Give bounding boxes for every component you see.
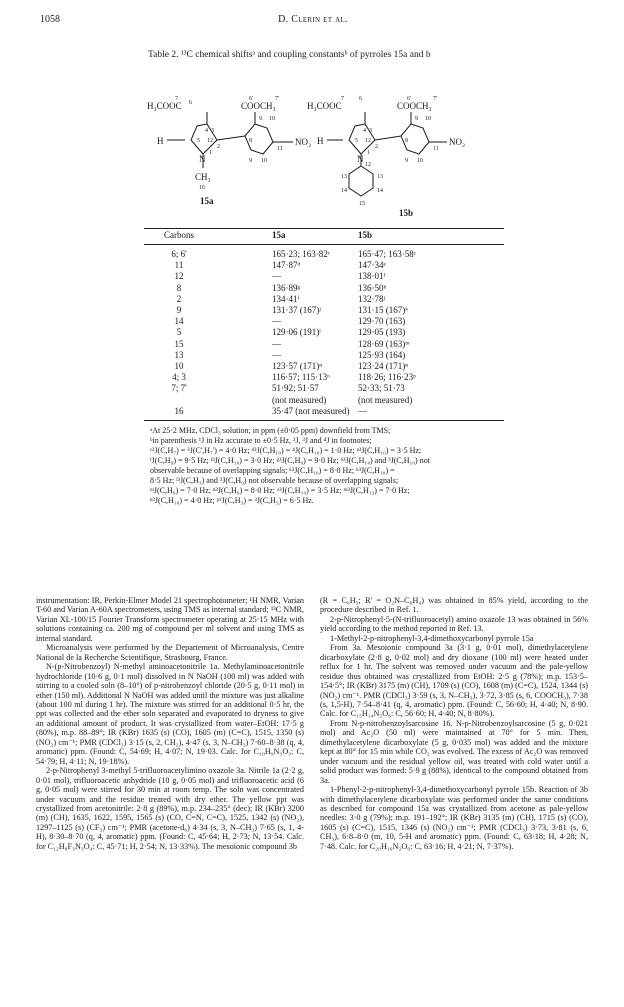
table-row bbox=[144, 383, 504, 394]
structure-15b-num-9b: 9 bbox=[405, 158, 408, 164]
structure-15a-num-2: 2 bbox=[217, 144, 220, 150]
table-row bbox=[144, 305, 504, 316]
structure-15a-ester-right: COOCH₃ bbox=[241, 101, 276, 111]
table-cell: 147·87ᵈ bbox=[272, 260, 301, 271]
table-cell: 136·89ᵍ bbox=[272, 282, 301, 293]
table-footnote: observable because of overlapping signals; ᵏ³J(C,H₁₀) = 8·0 Hz; ᵏ³J(C,H₁₀) = bbox=[150, 466, 395, 475]
table-row bbox=[144, 327, 504, 338]
column-header-carbons: Carbons bbox=[164, 230, 194, 240]
table-row bbox=[144, 361, 504, 372]
table-cell: 165·47; 163·58ᶜ bbox=[358, 249, 417, 259]
structure-15b-num-7: 7 bbox=[341, 96, 344, 102]
table-header-rule bbox=[144, 244, 504, 245]
running-head-authors: D. Clerin et al. bbox=[278, 14, 348, 25]
table-cell: 123·24 (171)ⁿ bbox=[358, 361, 409, 371]
structure-15b-num-13b: 13 bbox=[377, 174, 383, 180]
structure-15b-num-10b: 10 bbox=[417, 158, 423, 164]
table-cell: 131·37 (167)ʲ bbox=[272, 305, 321, 315]
body-paragraph: From N-p-nitrobenzoylsarcosine 16. N-p-Nitrobenzoylsarcosine (5 g, 0·021 mol) and Ac₂O (50 ml) were maintained at 70° for 5 min. Then, dimethylacetylene dicarboxylate (5 g, 0·035 mol) was added and the mixture kept at 80° for 15 min while CO₂ was evolved. The excess of Ac₂O was removed under vacuum and the residual yellow oil, was treated with cold water until a solid product was formed: 5·9 g (88%), identical to the compound obtained from 3a. bbox=[320, 718, 588, 785]
body-paragraph: 1-Phenyl-2-p-nitrophenyl-3,4-dimethoxycarbonyl pyrrole 15b. Reaction of 3b with dimethylacetylene dicarboxylate was performed under the same conditions as described for compound 15a was crystallized from acetone as pale-yellow needles: 3·0 g (79%); m.p. 191–192°; IR (KBr) 3135 (m) (CH), 1715 (s) (CO), 1605 (s) (C=C), 1515, 1346 (s) (NO₂) cm⁻¹; PMR (CDCl₃) 3·73, 3·81 (s, 6, CH₃), 6·8–8·0 (m, 10, 5-H and aromatic) ppm. (Found: C, 63·18; H, 4·28; N, 7·48. Calc. for C₂₀H₁₆N₂O₆: C, 63·16; H, 4·21; N, 7·37%). bbox=[320, 785, 588, 851]
table-cell: 6; 6' bbox=[171, 249, 187, 259]
table-row bbox=[144, 316, 504, 327]
table-cell: 15 bbox=[174, 338, 184, 349]
table-cell: 131·15 (167)ᵏ bbox=[358, 305, 409, 315]
structure-15a-num-7p: 7' bbox=[275, 96, 280, 102]
structure-15a-num-6p: 6' bbox=[249, 96, 254, 102]
body-paragraph: From 3a. Mesoionic compound 3a (3·1 g, 0·01 mol), dimethylacetylene dicarboxylate (2·8 g, 0·02 mol) and dry dioxane (100 ml) were heated under reflux for 1 hr. The solvent was removed under vacuum and the pale-yellow residue thus obtained was crystallized from EtOH: 2·5 g (78%); m.p. 153·5–154·5°; IR (KBr) 3175 (m) (CH), 1709 (s) (CO), 1608 (m) (C=C), 1524, 1344 (s) (NO₂) cm⁻¹. PMR (CDCl₃) 3·59 (s, 3, N–CH₃), 3·72, 3·85 (s, 6, COOCH₃), 7·38 (s, 1,5-H), 7·54–8·41 (q, 4, aromatic) ppm. (Found: C, 56·60; H, 4·40; N, 8·90. Calc. for C₁₅H₁₄N₂O₆: C, 56·60; H, 4·40; N, 8·80%). bbox=[320, 643, 588, 719]
table-row bbox=[144, 406, 504, 417]
table-cell: (not measured) bbox=[272, 394, 327, 405]
structure-15a-methyl: CH₃ bbox=[195, 172, 211, 182]
table-cell: — bbox=[358, 405, 367, 416]
structure-15a-num-12: 12 bbox=[207, 138, 213, 144]
structure-15a-nh: N bbox=[199, 154, 206, 164]
table-cell: 11 bbox=[174, 260, 184, 271]
table-cell: 14 bbox=[174, 316, 184, 327]
table-cell: (not measured) bbox=[358, 394, 413, 405]
table-cell: 123·57 (171)ⁿ bbox=[272, 361, 323, 371]
structure-15b-num-15: 15 bbox=[359, 201, 365, 207]
table-cell: — bbox=[272, 349, 281, 360]
structure-15b-num-12b: 12 bbox=[365, 162, 371, 168]
structure-15a-label: 15a bbox=[200, 196, 214, 206]
table-cell: 12 bbox=[174, 271, 184, 282]
table-cell: 129·05 (193) bbox=[358, 327, 406, 338]
structure-15b-num-12: 12 bbox=[365, 138, 371, 144]
body-paragraph: N-(p-Nitrobenzoyl) N-methyl aminoacetonitrile 1a. Methylaminoacetonitrile hydrochloride (10·6 g, 0·1 mol) dissolved in N NaOH (100 ml) was added with stirring to a cooled soln (8–10°) of p-nitrobenzoyl chloride (20·5 g, 0·11 mol) in ether (150 ml). Additional N NaOH was added until the mixture was just alkaline (about 100 ml during 1 hr). The mixture was stirred for an additional 0·5 hr, the ppt was collected and the ether soln separated and evaporated to dryness to give an additional amount of product. It was crystallized from water–EtOH: 17·5 g (80%), m.p. 88–89°; IR (KBr) 1635 (s) (CO), 1605 (m) (C=C), 1515, 1350 (s) (NO₂) cm⁻¹; PMR (CDCl₃) 3·15 (s, 2, CH₂), 4·47 (s, 3, N–CH₃) 7·60–8·38 (q, 4, aromatic) ppm. (Found: C, 54·69; H, 4·07; N, 19·03. Calc. for C₁₀H₉N₃O₃: C, 54·79; H, 4·11; N, 19·18%). bbox=[36, 662, 304, 766]
structure-15a-nitro: NO₂ bbox=[295, 137, 312, 147]
body-paragraph: 1-Methyl-2-p-nitrophenyl-3,4-dimethoxycarbonyl pyrrole 15a bbox=[330, 633, 534, 643]
table-row bbox=[144, 339, 504, 350]
structure-15a-num-10b: 10 bbox=[261, 158, 267, 164]
table-cell: 129·06 (191)ˡ bbox=[272, 327, 321, 338]
table-cell: 7; 7' bbox=[171, 383, 187, 394]
table-cell: 118·26; 116·23ᵖ bbox=[358, 372, 416, 383]
structure-15b-num-14b: 14 bbox=[377, 188, 383, 194]
table-row bbox=[144, 249, 504, 260]
table-row bbox=[144, 283, 504, 294]
body-paragraph: 2-p-Nitrophenyl-5-(N-trifluoroacetyl) amino oxazole 13 was obtained in 56% yield according to the method reported in Ref. 13. bbox=[320, 614, 588, 634]
structure-15a-num-8: 8 bbox=[249, 138, 252, 144]
body-paragraph: 2-p-Nitrophenyl 3-methyl 5-trifluoroacetylimino oxazole 3a. Nitrile 1a (2·2 g, 0·01 mol), trifluoroacetic anhydride (10 g, 0·05 mol) and trifluoroacetic acid (6 g, 0·05 mol) were stirred for 30 min at room temp. The soln was concentrated under vacuum and the residue treated with dry ether. The yellow ppt was crystallized from acetonitrile: 2·8 g (89%), m.p. 234–235° (dec); IR (KBr) 3200 (m) (CH), 1635, 1622, 1595, 1565 (s) (CO, C=N, C=C), 1525, 1342 (s) (NO₂), 1297–1125 (s) (CF₃) cm⁻¹; PMR (acetone-d₆) 4·34 (s, 3, N–CH₃) 7·65 (s, 1, 4-H), 8·30–8·70 (q, 4, aromatic) ppm. (Found: C, 45·64; H, 2·73; N, 13·54. Calc. for C₁₂H₈F₃N₃O₄: C, 45·71; H, 2·54; N, 13·33%). The mesoionic compound 3b bbox=[36, 766, 304, 851]
table-row bbox=[144, 294, 504, 305]
structure-15b-ester-left: H₃COOC bbox=[307, 101, 342, 111]
structure-15a-num-1: 1 bbox=[209, 150, 212, 156]
body-column-right bbox=[320, 596, 588, 851]
table-top-rule bbox=[144, 228, 504, 229]
structure-15b-num-3: 3 bbox=[369, 128, 372, 134]
table-row bbox=[144, 395, 504, 406]
structure-15b-num-8: 8 bbox=[405, 138, 408, 144]
structure-15b-num-7p: 7' bbox=[433, 96, 438, 102]
structure-15a-h: H bbox=[157, 136, 164, 146]
structure-15a-ester-left: H₃COOC bbox=[147, 101, 182, 111]
table-cell: 13 bbox=[174, 349, 184, 360]
table-cell: — bbox=[272, 338, 281, 349]
table-footnote: ᵐJ(C,H₉) = 7·0 Hz; ⁿ³J(C,H₉) = 8·0 Hz; ᵒ³J(C,H₁₀) = 3·5 Hz; ᵐ³J(C,H₁₃) = 7·0 Hz; bbox=[150, 486, 410, 495]
table-cell: 136·50ʰ bbox=[358, 282, 387, 293]
structure-15b-num-14: 14 bbox=[341, 188, 347, 194]
table-cell: 51·92; 51·57 bbox=[272, 383, 319, 394]
structure-15a-num-16: 16 bbox=[199, 185, 205, 191]
table-cell: 132·78ʲ bbox=[358, 293, 385, 304]
structure-15b-label: 15b bbox=[399, 208, 414, 218]
table-row bbox=[144, 260, 504, 271]
table-cell: 116·57; 115·13ᵒ bbox=[272, 372, 330, 383]
table-footnote: ᵇin parenthesis ¹J in Hz accurate to ±0·5 Hz, ²J, ³J and ⁴J in footnotes; bbox=[150, 436, 372, 445]
body-column-left bbox=[36, 596, 304, 851]
table-caption: Table 2. ¹³C chemical shiftsᵃ and coupling constantsᵇ of pyrroles 15a and b bbox=[148, 50, 431, 60]
table-cell: 134·41ⁱ bbox=[272, 293, 300, 304]
table-cell: 52·33; 51·73 bbox=[358, 383, 405, 394]
structure-15b-nitro: NO₂ bbox=[449, 137, 466, 147]
structure-15b-num-6: 6 bbox=[359, 96, 362, 102]
structure-15b-num-4: 4 bbox=[363, 128, 366, 134]
table-cell: 9 bbox=[176, 305, 182, 315]
page-number: 1058 bbox=[40, 14, 60, 25]
structure-15b-nh: N bbox=[357, 154, 364, 164]
structure-15b bbox=[327, 112, 447, 196]
table-cell: — bbox=[272, 316, 281, 327]
table-footnote: ᶜ³J(C,H₇) = ³J(C',H₇') = 4·0 Hz; ᵈ³J(C,H₁₀) = ⁴J(C,H₁₀) = 1·0 Hz; ᵉ³J(C,H₁₀) = 3·5 Hz; bbox=[150, 446, 422, 455]
chemical-structures-figure bbox=[145, 92, 485, 220]
structure-15a-num-10: 10 bbox=[269, 116, 275, 122]
table-footnote: ⁿ³J(C,H₁₀) = 4·0 Hz; ᵖ²J(C,H₃) = ³J(C,H₅) = 6·5 Hz. bbox=[150, 496, 314, 505]
table-header-row bbox=[144, 230, 504, 242]
table-footnote: ᶠJ(C,H₉) = 9·5 Hz; ᶠ³J(C,H₁₀) = 3·0 Hz; ᵍ³J(C,H₉) = 9·0 Hz; ʰ³J(C,H₁₄) and ³J(C,H₁₀) not bbox=[150, 456, 430, 465]
table-row bbox=[144, 350, 504, 361]
table-row bbox=[144, 271, 504, 282]
table-bottom-rule bbox=[144, 420, 504, 421]
structure-15a-num-7: 7 bbox=[175, 96, 178, 102]
structure-15b-num-13: 13 bbox=[341, 174, 347, 180]
structure-15b-num-9: 9 bbox=[415, 116, 418, 122]
table-cell: 128·69 (163)ᵐ bbox=[358, 338, 410, 349]
table-cell: 5 bbox=[176, 327, 182, 338]
structure-15a-num-6: 6 bbox=[189, 100, 192, 106]
structure-15b-num-2: 2 bbox=[375, 144, 378, 150]
column-header-15a: 15a bbox=[272, 230, 286, 240]
structure-15b-num-6p: 6' bbox=[407, 96, 412, 102]
table-cell: 125·93 (164) bbox=[358, 349, 406, 360]
table-cell: — bbox=[272, 271, 281, 282]
table-cell: 147·34ᵉ bbox=[358, 260, 386, 271]
structure-15a-num-9: 9 bbox=[259, 116, 262, 122]
table-cell: 10 bbox=[174, 361, 184, 371]
structure-15b-h: H bbox=[317, 136, 324, 146]
table-cell: 16 bbox=[174, 405, 184, 416]
body-paragraph: instrumentation: IR, Perkin-Elmer Model 21 spectrophotometer; ¹H NMR, Varian T-60 and Varian A-60A spectrometers, using TMS as internal standard; ¹³C NMR, Varian XL-100/15 Fourier Transform spectrometer operating at 25·15 MHz with solutions containing ca. 200 mg of compound per ml solvent and using TMS as internal standard. bbox=[36, 596, 304, 643]
structure-15b-num-10: 10 bbox=[425, 116, 431, 122]
body-paragraph: Microanalysis were performed by the Departement of Microanalysis, Centre National de la Recherche Scientifique, Strasbourg, France. bbox=[36, 643, 304, 662]
table-cell: 165·23; 163·82ᶜ bbox=[272, 249, 331, 259]
structure-15b-num-11: 11 bbox=[433, 146, 439, 152]
table-footnote: 8·5 Hz; ˡ³J(C,H₃) and ³J(C,H₉) not observable because of overlapping signals; bbox=[150, 476, 399, 485]
structure-15a-num-3: 3 bbox=[211, 128, 214, 134]
structure-15a-num-11: 11 bbox=[277, 146, 283, 152]
table-footnote: ᵃAt 25·2 MHz, CDCl₃ solution; in ppm (±0·05 ppm) downfield from TMS; bbox=[150, 426, 391, 435]
structure-15b-ester-right: COOCH₃ bbox=[397, 101, 432, 111]
structure-15b-num-5: 5 bbox=[355, 138, 358, 144]
structure-15a-num-5: 5 bbox=[197, 138, 200, 144]
table-cell: 2 bbox=[176, 293, 182, 304]
table-cell: 4; 3 bbox=[172, 372, 186, 383]
structure-15b-num-1: 1 bbox=[367, 150, 370, 156]
structure-15a-num-4: 4 bbox=[205, 128, 208, 134]
table-body bbox=[144, 249, 504, 419]
body-paragraph: (R = C₆H₅; R' = O₂N–C₆H₄) was obtained in 85% yield, according to the procedure described in Ref. 1. bbox=[320, 596, 588, 615]
table-cell: 8 bbox=[176, 282, 182, 293]
table-cell: 129·70 (163) bbox=[358, 316, 406, 327]
structure-15a-num-9b: 9 bbox=[249, 158, 252, 164]
column-header-15b: 15b bbox=[358, 230, 373, 240]
table-cell: 138·01ᶠ bbox=[358, 271, 386, 282]
table-cell: 35·47 (not measured) bbox=[272, 405, 350, 416]
table-row bbox=[144, 372, 504, 383]
